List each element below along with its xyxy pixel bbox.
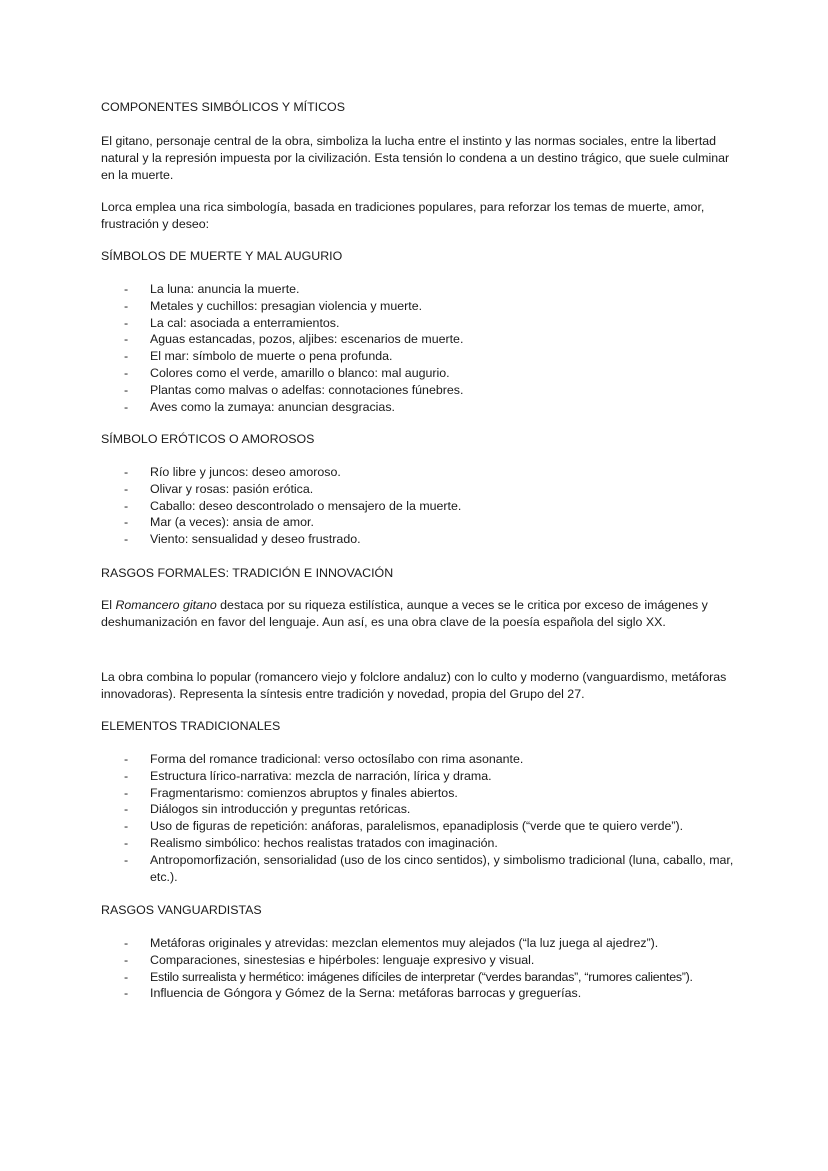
list-simbolos-muerte	[101, 281, 741, 415]
list-simbolos-eroticos	[101, 464, 741, 548]
heading-elementos-tradicionales: ELEMENTOS TRADICIONALES	[101, 719, 281, 733]
list-item: - Metáforas originales y atrevidas: mezclan elementos muy alejados (“la luz juega al ajedrez”).	[101, 935, 741, 952]
heading-rasgos-vanguardistas: RASGOS VANGUARDISTAS	[101, 903, 262, 917]
list-item: - Aves como la zumaya: anuncian desgracias.	[101, 399, 741, 416]
list-item: - Río libre y juncos: deseo amoroso.	[101, 464, 741, 481]
list-item: - Metales y cuchillos: presagian violencia y muerte.	[101, 298, 741, 315]
list-item: - Estructura lírico-narrativa: mezcla de narración, lírica y drama.	[101, 768, 741, 785]
list-item: - La luna: anuncia la muerte.	[101, 281, 741, 298]
list-item: - Fragmentarismo: comienzos abruptos y finales abiertos.	[101, 785, 741, 802]
list-item: - Realismo simbólico: hechos realistas tratados con imaginación.	[101, 835, 741, 852]
paragraph-simbologia: Lorca emplea una rica simbología, basada en tradiciones populares, para reforzar los temas de muerte, amor, frustración y deseo:	[101, 200, 705, 231]
list-item: - Estilo surrealista y hermético: imágenes difíciles de interpretar (“verdes barandas”, “rumores calientes”).	[101, 969, 741, 986]
heading-rasgos-formales: RASGOS FORMALES: TRADICIÓN E INNOVACIÓN	[101, 566, 394, 580]
list-rasgos-vanguardistas	[101, 935, 741, 1002]
list-item: - El mar: símbolo de muerte o pena profunda.	[101, 348, 741, 365]
list-item: - Forma del romance tradicional: verso octosílabo con rima asonante.	[101, 751, 741, 768]
paragraph-gitano: El gitano, personaje central de la obra, simboliza la lucha entre el instinto y las normas sociales, entre la libertad natural y la represión impuesta por la civilización. Esta tensión lo condena a un destino trágico, que suele culminar en la muerte.	[101, 134, 730, 182]
list-item: - Olivar y rosas: pasión erótica.	[101, 481, 741, 498]
list-item: - Antropomorfización, sensorialidad (uso de los cinco sentidos), y simbolismo tradicional (luna, caballo, mar, etc.).	[101, 852, 741, 886]
list-elementos-tradicionales	[101, 751, 741, 885]
heading-simbolos-eroticos: SÍMBOLO ERÓTICOS O AMOROSOS	[101, 432, 315, 446]
list-item: - Influencia de Góngora y Gómez de la Serna: metáforas barrocas y greguerías.	[101, 985, 741, 1002]
paragraph-romancero-end: destaca por su riqueza estilística, aunque a veces se le critica por exceso de imágenes y deshumanización en favor del lenguaje. Aun así, es una obra clave de la poesía española del siglo XX.	[101, 598, 708, 629]
heading-simbolos-muerte: SÍMBOLOS DE MUERTE Y MAL AUGURIO	[101, 249, 343, 263]
list-item: - Caballo: deseo descontrolado o mensajero de la muerte.	[101, 498, 741, 515]
list-item: - Uso de figuras de repetición: anáforas, paralelismos, epanadiplosis (“verde que te quiero verde”).	[101, 818, 741, 835]
list-item: - Aguas estancadas, pozos, aljibes: escenarios de muerte.	[101, 331, 741, 348]
paragraph-romancero	[101, 597, 741, 631]
list-item: - Viento: sensualidad y deseo frustrado.	[101, 531, 741, 548]
list-item: - La cal: asociada a enterramientos.	[101, 315, 741, 332]
list-item: - Mar (a veces): ansia de amor.	[101, 514, 741, 531]
heading-componentes-simbolicos: COMPONENTES SIMBÓLICOS Y MÍTICOS	[101, 100, 345, 114]
list-item: - Diálogos sin introducción y preguntas retóricas.	[101, 801, 741, 818]
list-item: - Comparaciones, sinestesias e hipérboles: lenguaje expresivo y visual.	[101, 952, 741, 969]
book-title: Romancero gitano	[115, 598, 217, 612]
paragraph-romancero-start: El	[101, 598, 116, 612]
list-item: - Colores como el verde, amarillo o blanco: mal augurio.	[101, 365, 741, 382]
list-item: - Plantas como malvas o adelfas: connotaciones fúnebres.	[101, 382, 741, 399]
paragraph-obra-combina: La obra combina lo popular (romancero viejo y folclore andaluz) con lo culto y moderno (vanguardismo, metáforas innovadoras). Representa la síntesis entre tradición y novedad, propia del Grupo del 27.	[101, 670, 727, 701]
